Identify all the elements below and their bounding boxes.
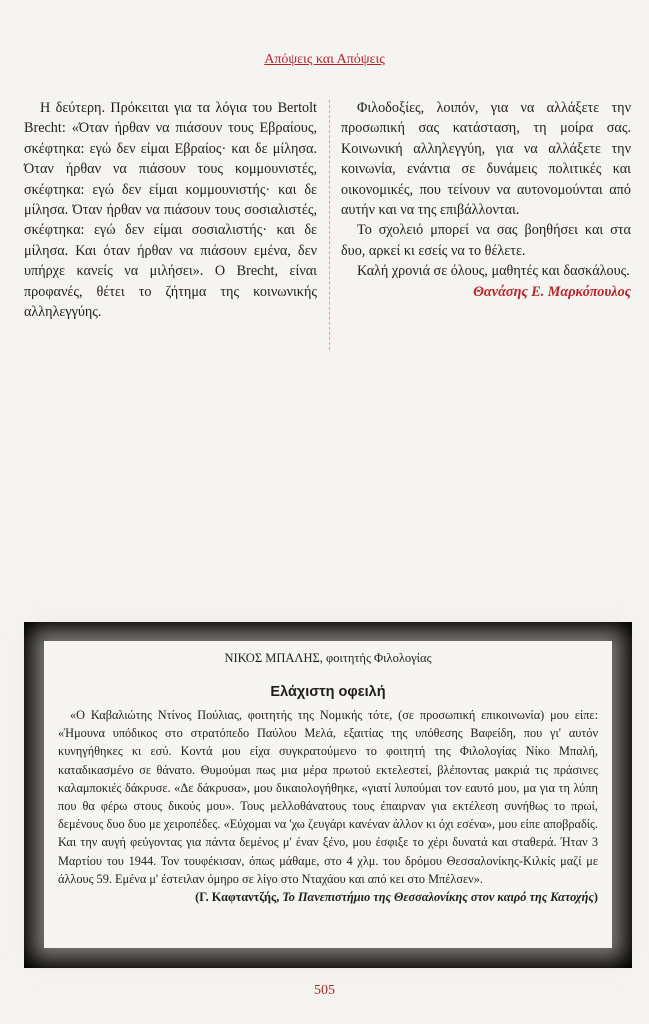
inset-box [44, 641, 612, 948]
column-divider [329, 100, 330, 350]
inset-box-frame [24, 622, 632, 968]
author-signature: Θανάσης Ε. Μαρκόπουλος [473, 283, 631, 300]
left-paragraph: Η δεύτερη. Πρόκειται για τα λόγια του Bertolt Brecht: «Όταν ήρθαν να πιάσουν τους Εβραίους, σκέφτηκα: εγώ δεν είμαι Εβραίος· και δε μίλησα. Όταν ήρθαν να πιάσουν τους κομμουνιστές, σκέφτηκα: εγώ δεν είμαι κομμουνιστής· και δε μίλησα. Όταν ήρθαν να πιάσουν τους σοσιαλιστές, σκέφτηκα: εγώ δεν είμαι σοσιαλιστής· και δε μίλησα. Και όταν ήρθαν να πιάσουν εμένα, δεν υπήρχε κανείς να μιλήσει». Ο Brecht, είναι προφανές, θέτει το ζήτημα της κοινωνικής αλληλεγγύης. [24, 100, 317, 321]
box-source [58, 888, 598, 906]
right-column [341, 98, 631, 302]
right-paragraph-3: Καλή χρονιά σε όλους, μαθητές και δασκάλους. [357, 263, 630, 280]
page-number: 505 [314, 983, 335, 998]
source-book-title: Το Πανεπιστήμιο της Θεσσαλονίκης στον καιρό της Κατοχής [282, 890, 594, 905]
box-title: Ελάχιστη οφειλή [270, 684, 386, 700]
right-paragraph-1: Φιλοδοξίες, λοιπόν, για να αλλάξετε την προσωπική σας κατάσταση, τη μοίρα σας. Κοινωνική αλληλεγγύη, για να αλλάξετε την κοινωνία, ενάντια σε δυνάμεις πολιτικές και οικονομικές, που τείνουν να αυτονομούνται από αυτήν και να της επιβάλλονται. [341, 100, 631, 219]
left-column [24, 98, 317, 322]
running-title: Απόψεις και Απόψεις [264, 52, 385, 67]
box-author: ΝΙΚΟΣ ΜΠΑΛΗΣ, φοιτητής Φιλολογίας [224, 651, 432, 665]
right-paragraph-2: Το σχολειό μπορεί να σας βοηθήσει και στα δυο, αρκεί κι εσείς να το θέλετε. [341, 222, 631, 259]
box-quote-text: «Ο Καβαλιώτης Ντίνος Πούλιας, φοιτητής της Νομικής τότε, (σε προσωπική επικοινωνία) μου είπε: «Ήμουνα υπόδικος στο στρατόπεδο Παύλου Μελά, εξαιτίας της υπόθεσης Βαφείδη, που γι' αυτόν κυνηγήθηκες κι εσύ. Κοντά μου είχα συγκρατούμενο το φοιτητή της Φιλολογίας Νίκο Μπαλή, καταδικασμένο σε θάνατο. Θυμούμαι πως μια μέρα πρωτού εκτελεστεί, βλέποντας μακριά τις πράσινες καλαμποκιές δάκρυσε. «Δε δάκρυσα», μου δικαιολογήθηκε, «γιατί λυπούμαι τον εαυτό μου, μα για τη λύπη που θα φέρω στους δικούς μου». Τους μελλοθάνατους τους έπαιρναν για εκτέλεση συνήθως το πρωί, δεμένους δυο δυο με χειροπέδες. «Εύχομαι να 'χω ζευγάρι κανέναν άλλον κι όχι εσένα», μου είπε αποβραδίς. Και την αυγή φεύγοντας για πάντα δεμένος μ' έναν ξένο, μου έσφιξε το χέρι δυνατά και σταθερά. Ήταν 3 Μαρτίου του 1944. Τον τουφέκισαν, όπως μάθαμε, στο 4 χλμ. του δρόμου Θεσσαλονίκης-Κιλκίς μαζί με άλλους 59. Εμένα μ' έστειλαν όμηρο σε λίγο στο Νταχάου και από κει στο Μπέλσεν». [58, 708, 598, 886]
source-close: ) [593, 890, 598, 905]
source-author: (Γ. Καφταντζής, [195, 890, 283, 905]
